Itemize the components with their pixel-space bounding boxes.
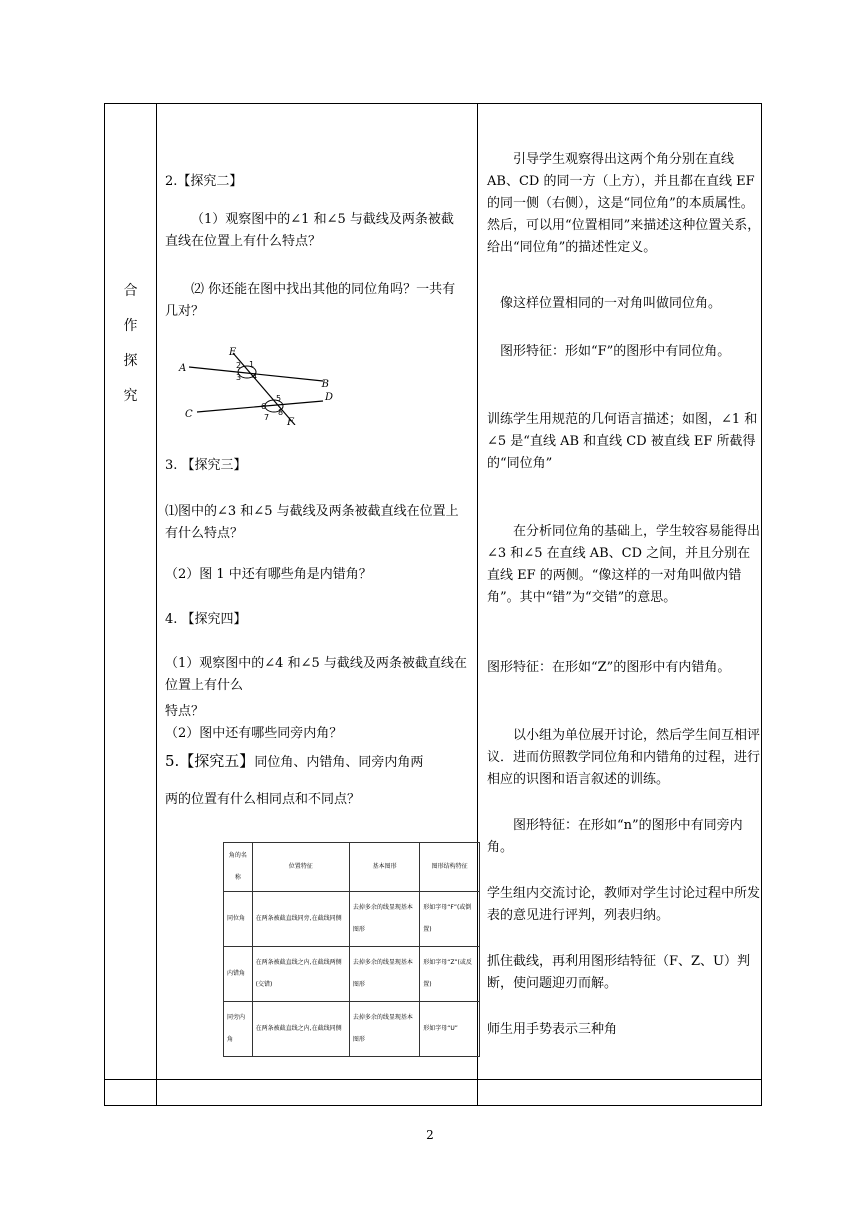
table-cell: 内错角: [224, 947, 253, 1002]
section-title-vertical: [105, 284, 156, 424]
inquiry-5-text-cont: 两的位置有什么相同点和不同点？: [165, 792, 361, 807]
angle-summary-table: [223, 842, 480, 1057]
table-cell: 同旁内角: [224, 1002, 253, 1057]
inquiry-2-question-1: （1）观察图中的∠1 和∠5 与截线及两条被截直线在位置上有什么特点？: [165, 212, 454, 249]
table-cell: 形如字母“Z”(或反置): [420, 947, 480, 1002]
label-E: E: [229, 347, 237, 358]
guidance-paragraph: 师生用手势表示三种角: [487, 1022, 618, 1037]
inquiry-3-heading: 3. 【探究三】: [165, 458, 247, 473]
table-row: [224, 947, 480, 1002]
guidance-paragraph: 引导学生观察得出这两个角分别在直线 AB、CD 的同一方（上方），并且都在直线 EF 的同一侧（右侧），这是“同位角”的本质属性。然后，可以用“位置相同”来描述这种位置关系，给出“同位角”的描述性定义。: [487, 152, 761, 255]
guidance-paragraph: 学生组内交流讨论，教师对学生讨论过程中所发表的意见进行评判，列表归纳。: [487, 886, 761, 923]
inquiry-3-question-2: （2）图 1 中还有哪些角是内错角？: [165, 567, 372, 582]
table-cell: 形如字母“F”(或倒置): [420, 892, 480, 947]
table-row: [224, 1002, 480, 1057]
table-header: 角的名称: [224, 843, 253, 892]
guidance-paragraph: 抓住截线，再利用图形结特征（F、Z、U）判断，使问题迎刃而解。: [487, 954, 751, 991]
table-cell: 去掉多余的线显现基本图形: [349, 947, 419, 1002]
label-A: A: [179, 363, 187, 374]
guidance-paragraph: 在分析同位角的基础上，学生较容易能得出∠3 和∠5 在直线 AB、CD 之间，并且分别在直线 EF 的两侧。“像这样的一对角叫做内错角”。其中“错”为“交错”的意思。: [487, 524, 761, 605]
inquiry-4-question-1-cont: 特点？: [165, 704, 205, 719]
label-1: 1: [249, 360, 255, 369]
table-header: 基本图形: [349, 843, 419, 892]
side-char: 究: [123, 388, 138, 404]
label-B: B: [321, 379, 329, 390]
label-3: 3: [236, 373, 242, 382]
label-6: 6: [261, 402, 267, 411]
table-cell: 去掉多余的线显现基本图形: [349, 1002, 419, 1057]
label-4: 4: [252, 372, 258, 381]
side-char: 探: [123, 353, 138, 369]
label-D: D: [324, 392, 333, 403]
inquiry-4-question-1: （1）观察图中的∠4 和∠5 与截线及两条被截直线在位置上有什么: [165, 656, 467, 693]
label-F: F: [287, 417, 294, 425]
table-row: [224, 892, 480, 947]
guidance-paragraph: 训练学生用规范的几何语言描述；如图，∠1 和∠5 是“直线 AB 和直线 CD 被直线 EF 所截得的“同位角”: [487, 412, 758, 471]
transversal-figure: [175, 347, 335, 425]
side-char: 作: [123, 318, 138, 334]
guidance-paragraph: 图形特征：在形如“n”的图形中有同旁内角。: [487, 818, 743, 855]
row-divider: [105, 1079, 761, 1080]
side-char: 合: [123, 283, 138, 299]
table-header: 图形结构特征: [420, 843, 480, 892]
label-8: 8: [278, 408, 284, 417]
table-cell: 在两条被截直线之内,在截线两侧(交错): [252, 947, 349, 1002]
inquiry-3-question-1: ⑴图中的∠3 和∠5 与截线及两条被截直线在位置上有什么特点？: [165, 504, 459, 541]
inquiry-5-text: 同位角、内错角、同旁内角两: [254, 755, 424, 770]
guidance-paragraph: 像这样位置相同的一对角叫做同位角。: [500, 296, 722, 311]
table-cell: 形如字母“U”: [420, 1002, 480, 1057]
inquiry-2-question-2: ⑵ 你还能在图中找出其他的同位角吗？一共有几对？: [165, 282, 456, 319]
table-header-row: [224, 843, 480, 892]
label-C: C: [185, 409, 193, 420]
guidance-paragraph: 图形特征：形如“F”的图形中有同位角。: [500, 344, 731, 359]
page-number: 2: [426, 1128, 434, 1142]
lesson-table: [104, 103, 762, 1106]
table-cell: 在两条被截直线之内,在截线同侧: [252, 1002, 349, 1057]
label-5: 5: [276, 394, 282, 403]
table-header: 位置特征: [252, 843, 349, 892]
label-2: 2: [236, 361, 242, 370]
table-cell: 同位角: [224, 892, 253, 947]
inquiry-5-heading: 5.【探究五】: [165, 752, 255, 770]
inquiry-2-heading: 2.【探究二】: [165, 174, 243, 189]
inquiry-5-line: [165, 749, 423, 775]
table-cell: 去掉多余的线显现基本图形: [349, 892, 419, 947]
inquiry-4-question-2: （2）图中还有哪些同旁内角？: [165, 726, 343, 741]
column-divider: [156, 104, 157, 1105]
table-cell: 在两条被截直线同旁,在截线同侧: [252, 892, 349, 947]
guidance-paragraph: 以小组为单位展开讨论，然后学生间互相评议．进而仿照教学同位角和内错角的过程，进行相应的识图和语言叙述的训练。: [487, 728, 761, 787]
label-7: 7: [264, 413, 270, 422]
inquiry-4-heading: 4. 【探究四】: [165, 612, 247, 627]
guidance-paragraph: 图形特征：在形如“Z”的图形中有内错角。: [487, 660, 731, 675]
